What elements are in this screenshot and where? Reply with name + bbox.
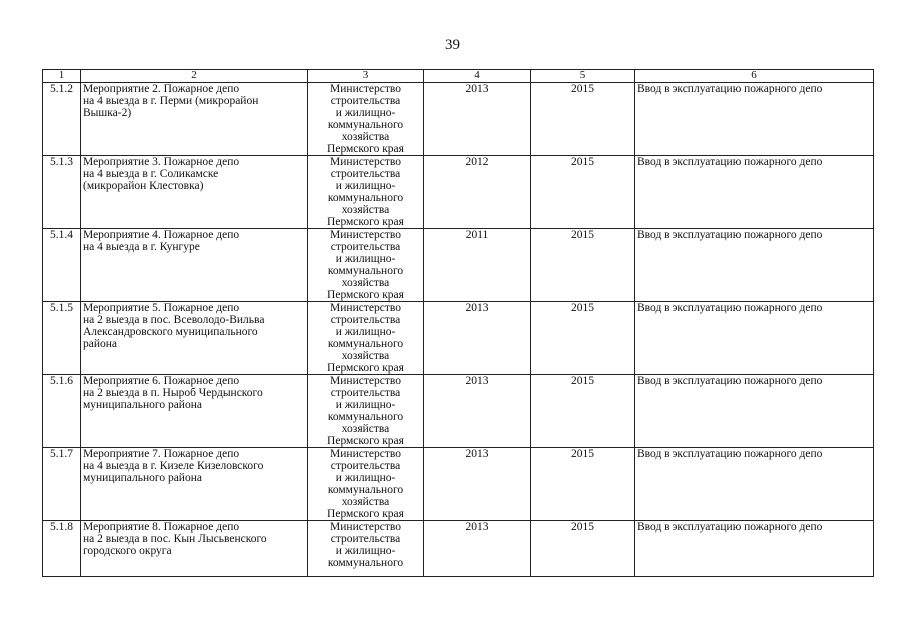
start-year-cell xyxy=(424,156,531,229)
agency-line: и жилищно- xyxy=(335,107,396,119)
column-header: 6 xyxy=(635,70,874,83)
table-row xyxy=(43,302,874,375)
event-line: Мероприятие 4. Пожарное депо xyxy=(83,229,240,241)
event-line: на 4 выезда в г. Кунгуре xyxy=(83,241,200,253)
event-line: на 4 выезда в г. Перми (микрорайон xyxy=(83,95,259,107)
event-cell xyxy=(81,229,308,302)
row-number: 5.1.3 xyxy=(50,156,73,168)
start-year: 2013 xyxy=(465,83,489,95)
table-row xyxy=(43,375,874,448)
agency-line: Министерство xyxy=(330,156,401,168)
event-line: на 2 выезда в п. Ныроб Чердынского xyxy=(83,387,263,399)
agency-line: коммунального xyxy=(327,557,404,569)
agency-line: коммунального xyxy=(327,411,404,423)
agency-line: коммунального xyxy=(327,192,404,204)
row-number-cell xyxy=(43,521,81,577)
event-line: Мероприятие 5. Пожарное депо xyxy=(83,302,240,314)
agency-line: хозяйства xyxy=(341,496,390,508)
event-cell xyxy=(81,83,308,156)
agency-line: и жилищно- xyxy=(335,253,396,265)
event-cell xyxy=(81,375,308,448)
start-year: 2011 xyxy=(465,229,489,241)
agency-line: Министерство xyxy=(330,448,401,460)
table-row xyxy=(43,156,874,229)
start-year-cell xyxy=(424,302,531,375)
row-number: 5.1.2 xyxy=(50,83,73,95)
agency-cell xyxy=(308,521,424,577)
agency-line: и жилищно- xyxy=(335,472,396,484)
agency-line: строительства xyxy=(330,387,401,399)
agency-line: Министерство xyxy=(330,375,401,387)
event-line: Мероприятие 3. Пожарное депо xyxy=(83,156,240,168)
expected-result: Ввод в эксплуатацию пожарного депо xyxy=(637,448,823,460)
result-cell xyxy=(635,229,874,302)
agency-line: коммунального xyxy=(327,265,404,277)
agency-line: строительства xyxy=(330,460,401,472)
result-cell xyxy=(635,521,874,577)
row-number-cell xyxy=(43,302,81,375)
expected-result: Ввод в эксплуатацию пожарного депо xyxy=(637,83,823,95)
event-line: на 2 выезда в пос. Кын Лысьвенского xyxy=(83,533,267,545)
row-number: 5.1.4 xyxy=(50,229,73,241)
agency-line: Пермского края xyxy=(327,362,404,374)
event-line: на 2 выезда в пос. Всеволодо-Вильва xyxy=(83,314,265,326)
agency-line: и жилищно- xyxy=(335,326,396,338)
event-cell xyxy=(81,302,308,375)
expected-result: Ввод в эксплуатацию пожарного депо xyxy=(637,521,823,533)
start-year: 2013 xyxy=(465,448,489,460)
end-year-cell xyxy=(531,448,635,521)
start-year-cell xyxy=(424,521,531,577)
column-number-row xyxy=(43,70,874,83)
agency-line: коммунального xyxy=(327,119,404,131)
start-year-cell xyxy=(424,448,531,521)
row-number: 5.1.8 xyxy=(50,521,73,533)
row-number: 5.1.6 xyxy=(50,375,73,387)
agency-line: и жилищно- xyxy=(335,180,396,192)
row-number-cell xyxy=(43,448,81,521)
events-table xyxy=(42,69,874,577)
agency-line: коммунального xyxy=(327,338,404,350)
end-year-cell xyxy=(531,375,635,448)
result-cell xyxy=(635,83,874,156)
end-year: 2015 xyxy=(571,229,594,241)
row-number-cell xyxy=(43,375,81,448)
event-line: Мероприятие 6. Пожарное депо xyxy=(83,375,240,387)
column-header: 5 xyxy=(531,70,635,83)
event-line: Мероприятие 7. Пожарное депо xyxy=(83,448,240,460)
end-year: 2015 xyxy=(571,448,594,460)
agency-line: строительства xyxy=(330,95,401,107)
agency-line: строительства xyxy=(330,168,401,180)
start-year-cell xyxy=(424,375,531,448)
end-year-cell xyxy=(531,156,635,229)
agency-line: Пермского края xyxy=(327,508,404,520)
agency-line: Пермского края xyxy=(327,143,404,155)
event-line: муниципального района xyxy=(83,472,202,484)
agency-cell xyxy=(308,229,424,302)
agency-line: Министерство xyxy=(330,229,401,241)
agency-cell xyxy=(308,448,424,521)
agency-line: хозяйства xyxy=(341,204,390,216)
event-line: городского округа xyxy=(83,545,172,557)
column-header: 2 xyxy=(81,70,308,83)
event-line: Вышка-2) xyxy=(83,107,132,119)
start-year: 2013 xyxy=(465,375,489,387)
event-cell xyxy=(81,521,308,577)
table-row xyxy=(43,229,874,302)
agency-line: коммунального xyxy=(327,484,404,496)
agency-cell xyxy=(308,156,424,229)
column-header: 4 xyxy=(424,70,531,83)
start-year: 2012 xyxy=(465,156,489,168)
end-year: 2015 xyxy=(571,156,594,168)
result-cell xyxy=(635,156,874,229)
agency-line: строительства xyxy=(330,533,401,545)
page-number: 39 xyxy=(445,37,460,53)
agency-line: и жилищно- xyxy=(335,545,396,557)
end-year: 2015 xyxy=(571,302,594,314)
event-line: на 4 выезда в г. Соликамске xyxy=(83,168,219,180)
end-year: 2015 xyxy=(571,83,594,95)
agency-line: Пермского края xyxy=(327,435,404,447)
event-cell xyxy=(81,448,308,521)
row-number: 5.1.5 xyxy=(50,302,73,314)
agency-line: Министерство xyxy=(330,302,401,314)
expected-result: Ввод в эксплуатацию пожарного депо xyxy=(637,302,823,314)
agency-line: строительства xyxy=(330,314,401,326)
agency-cell xyxy=(308,302,424,375)
event-line: на 4 выезда в г. Кизеле Кизеловского xyxy=(83,460,264,472)
end-year: 2015 xyxy=(571,521,594,533)
agency-line: хозяйства xyxy=(341,277,390,289)
agency-line: хозяйства xyxy=(341,423,390,435)
start-year-cell xyxy=(424,229,531,302)
agency-line: Пермского края xyxy=(327,289,404,301)
row-number-cell xyxy=(43,156,81,229)
start-year: 2013 xyxy=(465,302,489,314)
event-line: Александровского муниципального xyxy=(83,326,258,338)
table-row xyxy=(43,83,874,156)
agency-line: хозяйства xyxy=(341,131,390,143)
end-year-cell xyxy=(531,302,635,375)
agency-line: Министерство xyxy=(330,521,401,533)
agency-line: Министерство xyxy=(330,83,401,95)
expected-result: Ввод в эксплуатацию пожарного депо xyxy=(637,375,823,387)
row-number: 5.1.7 xyxy=(50,448,73,460)
event-cell xyxy=(81,156,308,229)
agency-line: и жилищно- xyxy=(335,399,396,411)
event-line: Мероприятие 8. Пожарное депо xyxy=(83,521,240,533)
table-row xyxy=(43,521,874,577)
result-cell xyxy=(635,448,874,521)
end-year-cell xyxy=(531,83,635,156)
event-line: района xyxy=(83,338,118,350)
event-line: (микрорайон Клестовка) xyxy=(83,180,204,192)
column-header: 1 xyxy=(43,70,81,83)
end-year-cell xyxy=(531,521,635,577)
start-year: 2013 xyxy=(465,521,489,533)
expected-result: Ввод в эксплуатацию пожарного депо xyxy=(637,156,823,168)
agency-line: строительства xyxy=(330,241,401,253)
agency-cell xyxy=(308,375,424,448)
end-year: 2015 xyxy=(571,375,594,387)
agency-line: хозяйства xyxy=(341,350,390,362)
event-line: муниципального района xyxy=(83,399,202,411)
result-cell xyxy=(635,375,874,448)
table-row xyxy=(43,448,874,521)
agency-cell xyxy=(308,83,424,156)
end-year-cell xyxy=(531,229,635,302)
event-line: Мероприятие 2. Пожарное депо xyxy=(83,83,240,95)
column-header: 3 xyxy=(308,70,424,83)
agency-line: Пермского края xyxy=(327,216,404,228)
row-number-cell xyxy=(43,83,81,156)
start-year-cell xyxy=(424,83,531,156)
result-cell xyxy=(635,302,874,375)
row-number-cell xyxy=(43,229,81,302)
expected-result: Ввод в эксплуатацию пожарного депо xyxy=(637,229,823,241)
